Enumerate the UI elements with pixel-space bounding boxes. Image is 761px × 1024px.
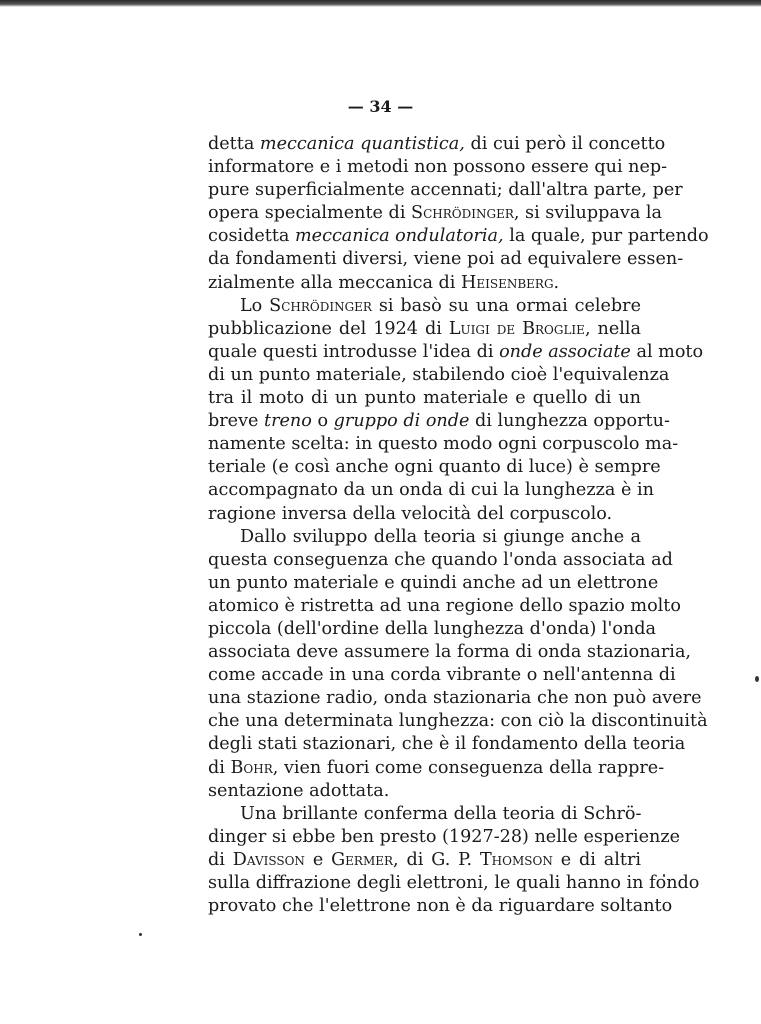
- text-run: come accade in una corda vibrante o nell'antenna di: [208, 665, 676, 686]
- small-caps-name: Davisson: [232, 849, 305, 870]
- text-run: degli stati stazionari, che è il fondamento della teoria: [208, 734, 686, 755]
- text-run: piccola (dell'ordine della lunghezza d'onda) l'onda: [208, 618, 657, 639]
- text-run: e di altri: [552, 849, 641, 870]
- text-run: informatore e i metodi non possono essere qui nep-: [208, 157, 668, 178]
- text-run: di: [208, 849, 233, 870]
- italic-term: meccanica quantistica,: [259, 134, 465, 154]
- small-caps-name: Germer: [331, 849, 394, 870]
- text-line: [208, 248, 684, 271]
- text-line: [208, 433, 679, 456]
- text-line: [208, 618, 657, 641]
- small-caps-name: Bohr: [230, 757, 273, 778]
- text-line: [208, 456, 661, 479]
- text-line: [208, 272, 641, 295]
- text-line: [208, 849, 641, 872]
- text-run: Una brillante conferma della teoria di Schrö-: [240, 803, 642, 824]
- text-run: di cui però il concetto: [464, 134, 666, 154]
- text-run: pure superficialmente accennati; dall'altra parte, per: [208, 180, 683, 201]
- text-run: quale questi introdusse l'idea di: [208, 341, 500, 362]
- text-run: opera specialmente di: [208, 203, 412, 224]
- text-line: [208, 225, 709, 248]
- text-run: pubblicazione del 1924 di: [208, 318, 449, 339]
- paragraph: [208, 295, 704, 526]
- text-line: [208, 526, 641, 549]
- scan-speck: [755, 676, 759, 682]
- text-run: o: [311, 411, 334, 432]
- text-line: [208, 295, 641, 318]
- text-line: [208, 826, 681, 849]
- text-run: dinger si ebbe ben presto (1927-28) nelle esperienze: [208, 826, 681, 847]
- italic-term: treno: [264, 411, 312, 432]
- text-run: e: [304, 849, 332, 870]
- small-caps-name: Luigi de Broglie: [448, 318, 585, 339]
- text-line: [208, 872, 700, 895]
- text-run: accompagnato da un onda di cui la lunghezza è in: [208, 480, 654, 501]
- text-run: breve: [208, 411, 265, 432]
- text-run: sentazione adottata.: [208, 780, 390, 801]
- text-line: [208, 549, 673, 572]
- text-run: .: [553, 272, 560, 293]
- small-caps-name: Schrödinger: [411, 203, 514, 224]
- text-run: Lo: [240, 295, 270, 316]
- body-text: [208, 133, 709, 918]
- text-line: [208, 410, 670, 433]
- text-line: [208, 133, 666, 156]
- text-line: [208, 757, 665, 780]
- text-line: [208, 156, 668, 179]
- italic-term: gruppo di onde: [333, 411, 470, 432]
- text-line: [208, 479, 654, 502]
- text-line: [208, 710, 708, 733]
- text-run: provato che l'elettrone non è da riguardare soltanto: [208, 896, 673, 917]
- italic-term: meccanica ondulatoria,: [295, 226, 504, 247]
- small-caps-name: Schrödinger: [269, 295, 372, 316]
- text-line: [208, 503, 641, 526]
- text-run: una stazione radio, onda stazionaria che non può avere: [208, 688, 702, 709]
- text-run: si basò su una ormai celebre: [371, 295, 641, 316]
- text-run: atomico è ristretta ad una regione dello spazio molto: [208, 595, 681, 616]
- text-line: [208, 664, 676, 687]
- text-run: zialmente alla meccanica di: [208, 272, 462, 293]
- scan-top-border: [0, 0, 761, 7]
- text-run: la quale, pur partendo: [503, 226, 709, 247]
- text-run: di un punto materiale, stabilendo cioè l'equivalenza: [208, 364, 670, 385]
- paragraph: [208, 803, 700, 918]
- paragraph: [208, 133, 709, 295]
- text-run: da fondamenti diversi, viene poi ad equivalere essen-: [208, 249, 684, 270]
- text-run: al moto: [630, 341, 704, 362]
- italic-term: onde associate: [499, 341, 631, 362]
- text-line: [208, 641, 692, 664]
- text-line: [208, 318, 641, 341]
- text-run: , nella: [584, 318, 641, 339]
- text-run: ragione inversa della velocità del corpuscolo.: [208, 503, 613, 524]
- text-line: [208, 595, 681, 618]
- small-caps-name: Thomson: [479, 849, 553, 870]
- text-run: tra il moto di un punto materiale e quello di un: [208, 388, 641, 409]
- text-line: [208, 780, 641, 803]
- text-run: di lunghezza opportu-: [469, 411, 670, 432]
- text-run: namente scelta: in questo modo ogni corpuscolo ma-: [208, 434, 679, 455]
- text-run: che una determinata lunghezza: con ciò la discontinuità: [208, 711, 708, 732]
- text-run: teriale (e così anche ogni quanto di luce) è sempre: [208, 457, 661, 478]
- text-line: [208, 687, 702, 710]
- text-line: [208, 895, 673, 918]
- text-line: [208, 341, 704, 364]
- text-run: , si sviluppava la: [513, 203, 663, 224]
- text-run: di: [208, 757, 231, 778]
- text-run: associata deve assumere la forma di onda stazionaria,: [208, 642, 692, 663]
- text-run: Dallo sviluppo della teoria si giunge anche a: [240, 526, 641, 547]
- text-run: , vien fuori come conseguenza della rappre-: [272, 757, 665, 778]
- text-line: [208, 733, 686, 756]
- page-number: — 34 —: [347, 97, 414, 116]
- text-line: [208, 803, 641, 826]
- text-run: detta: [208, 134, 260, 154]
- small-caps-name: Heisenberg: [461, 272, 554, 293]
- text-run: un punto materiale e quindi anche ad un elettrone: [208, 572, 659, 593]
- text-line: [208, 179, 683, 202]
- text-run: sulla diffrazione degli elettroni, le quali hanno in fondo: [208, 873, 700, 893]
- text-line: [208, 202, 663, 225]
- text-run: , di G. P.: [393, 849, 480, 870]
- text-line: [208, 387, 641, 410]
- scan-speck: [139, 933, 142, 936]
- text-run: cosidetta: [208, 226, 295, 247]
- text-run: questa conseguenza che quando l'onda associata ad: [208, 549, 673, 570]
- text-line: [208, 572, 659, 595]
- text-line: [208, 364, 670, 387]
- paragraph: [208, 526, 708, 803]
